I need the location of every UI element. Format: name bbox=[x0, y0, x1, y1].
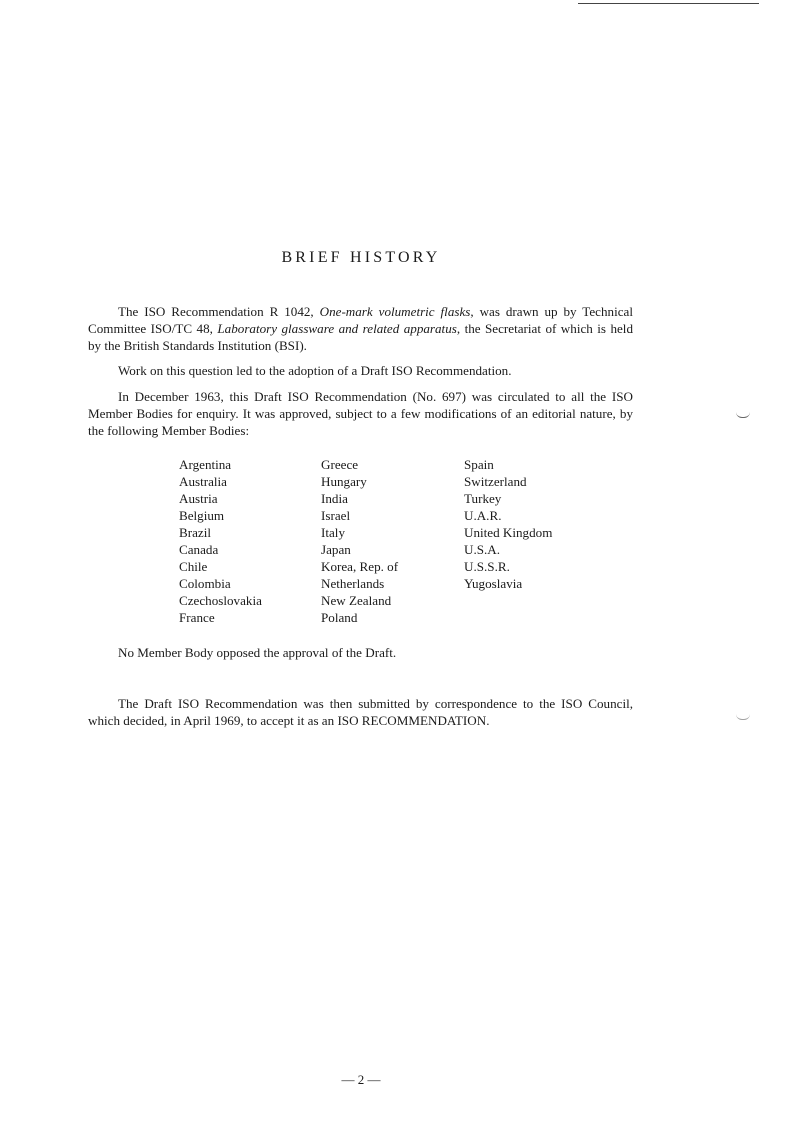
member-column-3 bbox=[464, 456, 552, 592]
circulation-paragraph: In December 1963, this Draft ISO Recommendation (No. 697) was circulated to all the ISO Member Bodies for enquiry. It was approved, subject to a few modifications of an editorial nature, by the following Member Bodies: bbox=[88, 389, 633, 438]
intro-middle: , was drawn up by Technical Committee ISO/TC 48, bbox=[88, 304, 633, 336]
opposition-paragraph: No Member Body opposed the approval of the Draft. bbox=[118, 645, 397, 660]
member-body: Israel bbox=[321, 508, 351, 523]
member-body: Czechoslovakia bbox=[179, 593, 262, 608]
committee-title: Laboratory glassware and related apparatus bbox=[217, 321, 457, 336]
work-paragraph: Work on this question led to the adoption of a Draft ISO Recommendation. bbox=[118, 363, 512, 378]
member-body: Korea, Rep. of bbox=[321, 559, 399, 574]
member-body: Austria bbox=[179, 491, 218, 506]
member-body: Yugoslavia bbox=[464, 576, 523, 591]
member-body: Switzerland bbox=[464, 474, 527, 489]
member-body: Brazil bbox=[179, 525, 211, 540]
member-body: Colombia bbox=[179, 576, 231, 591]
top-rule bbox=[578, 3, 759, 4]
page-title: BRIEF HISTORY bbox=[281, 249, 441, 266]
member-body: Greece bbox=[321, 457, 359, 472]
page-number: — 2 — bbox=[341, 1072, 381, 1087]
member-body: Belgium bbox=[179, 508, 225, 523]
member-body: Chile bbox=[179, 559, 208, 574]
member-body: France bbox=[179, 610, 215, 625]
member-body: U.A.R. bbox=[464, 508, 502, 523]
member-body: Italy bbox=[321, 525, 345, 540]
member-body: Spain bbox=[464, 457, 494, 472]
member-body: United Kingdom bbox=[464, 525, 553, 540]
document-title: One-mark volumetric flasks bbox=[319, 304, 471, 319]
member-body: Hungary bbox=[321, 474, 367, 489]
member-body: India bbox=[321, 491, 348, 506]
member-body: Australia bbox=[179, 474, 227, 489]
member-body: Netherlands bbox=[321, 576, 385, 591]
intro-prefix: The ISO Recommendation R 1042, bbox=[118, 304, 320, 319]
margin-mark bbox=[736, 412, 750, 418]
intro-suffix: , the Secretariat of which is held by the British Standards Institution (BSI). bbox=[88, 321, 633, 353]
member-body: Turkey bbox=[464, 491, 502, 506]
member-body: New Zealand bbox=[321, 593, 392, 608]
member-body: Poland bbox=[321, 610, 358, 625]
member-body: U.S.A. bbox=[464, 542, 501, 557]
member-body: U.S.S.R. bbox=[464, 559, 510, 574]
member-column-1 bbox=[179, 456, 262, 626]
council-paragraph: The Draft ISO Recommendation was then submitted by correspondence to the ISO Council, which decided, in April 1969, to accept it as an ISO RECOMMENDATION. bbox=[88, 696, 633, 728]
member-body: Argentina bbox=[179, 457, 232, 472]
member-column-2 bbox=[321, 456, 398, 626]
member-body: Canada bbox=[179, 542, 219, 557]
member-body: Japan bbox=[321, 542, 351, 557]
margin-mark bbox=[736, 714, 750, 720]
intro-paragraph bbox=[88, 303, 633, 354]
